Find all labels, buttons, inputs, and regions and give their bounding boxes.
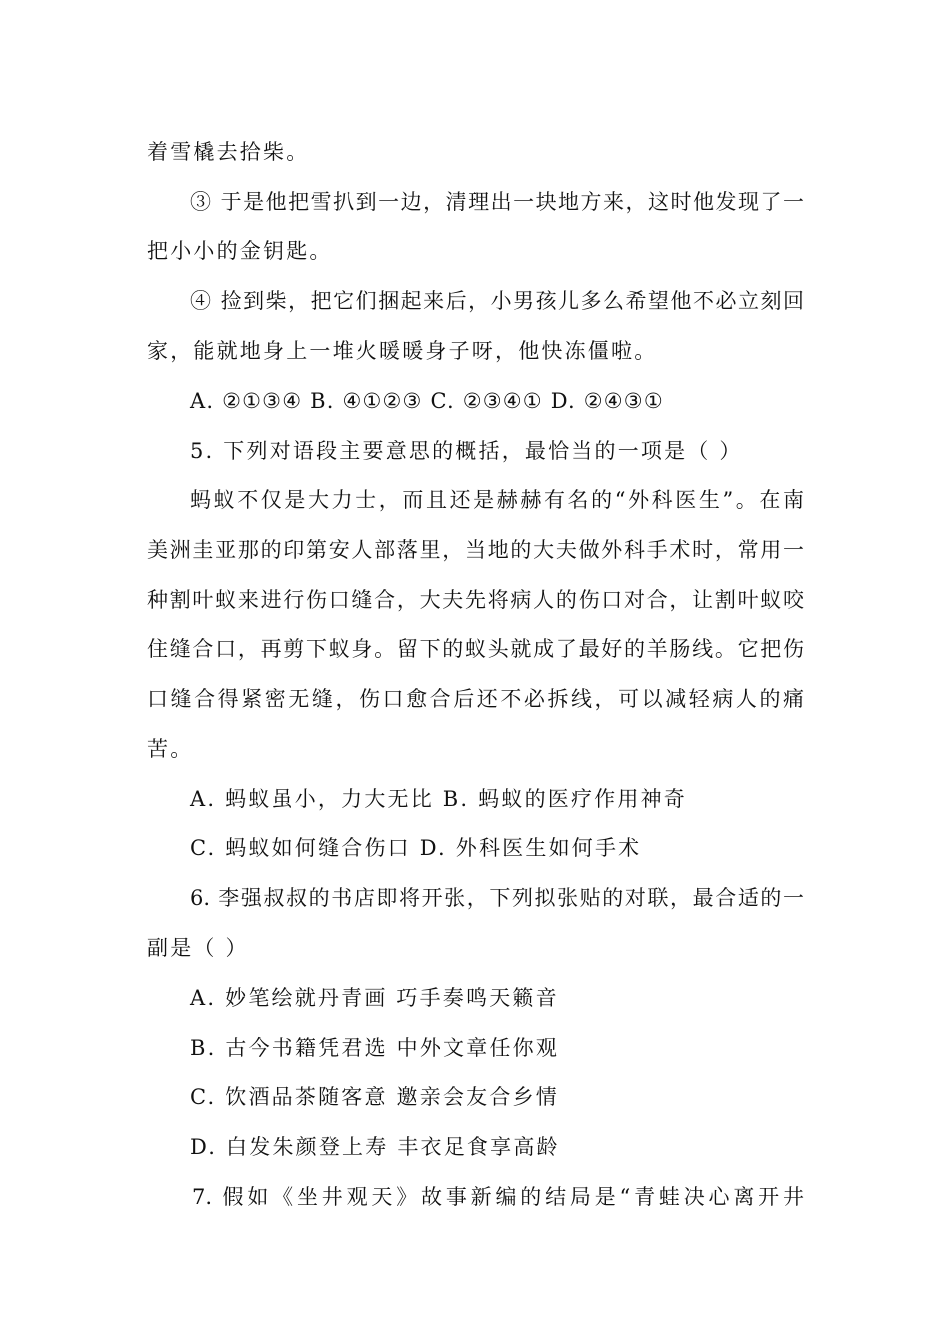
text-line: ③ 于是他把雪扒到一边，清理出一块地方来，这时他发现了一: [190, 190, 804, 214]
answer-options: A. ②①③④ B. ④①②③ C. ②③④① D. ②④③①: [190, 389, 664, 413]
text-line: 苦。: [147, 737, 194, 761]
answer-option-line: C. 饮酒品茶随客意 邀亲会友合乡情: [190, 1085, 559, 1109]
text-line: 着雪橇去拾柴。: [147, 140, 310, 164]
answer-option-line: A. 妙笔绘就丹青画 巧手奏鸣天籁音: [190, 986, 559, 1010]
text-line: 口缝合得紧密无缝，伤口愈合后还不必拆线，可以减轻病人的痛: [147, 687, 804, 711]
text-line: 蚂蚁不仅是大力士，而且还是赫赫有名的“外科医生”。在南: [190, 488, 804, 512]
text-line: 住缝合口，再剪下蚁身。留下的蚁头就成了最好的羊肠线。它把伤: [147, 637, 804, 661]
text-line: 家，能就地身上一堆火暖暖身子呀，他快冻僵啦。: [147, 339, 658, 363]
text-line: 把小小的金钥匙。: [147, 239, 333, 263]
answer-option-line: C. 蚂蚁如何缝合伤口 D. 外科医生如何手术: [190, 836, 642, 860]
answer-option-line: A. 蚂蚁虽小，力大无比 B. 蚂蚁的医疗作用神奇: [190, 787, 687, 811]
text-line: 副是（ ）: [147, 936, 249, 960]
text-line: 种割叶蚁来进行伤口缝合，大夫先将病人的伤口对合，让割叶蚁咬: [147, 588, 804, 612]
text-line: ④ 捡到柴，把它们捆起来后，小男孩儿多么希望他不必立刻回: [190, 289, 804, 313]
question-5: 5. 下列对语段主要意思的概括，最恰当的一项是（ ）: [190, 439, 743, 463]
question-7: 7. 假如《坐井观天》故事新编的结局是“青蛙决心离开井: [192, 1185, 804, 1209]
answer-option-line: D. 白发朱颜登上寿 丰衣足食享高龄: [190, 1135, 560, 1159]
question-6: 6. 李强叔叔的书店即将开张，下列拟张贴的对联，最合适的一: [190, 886, 804, 910]
text-line: 美洲圭亚那的印第安人部落里，当地的大夫做外科手术时，常用一: [147, 538, 804, 562]
answer-option-line: B. 古今书籍凭君选 中外文章任你观: [190, 1036, 560, 1060]
